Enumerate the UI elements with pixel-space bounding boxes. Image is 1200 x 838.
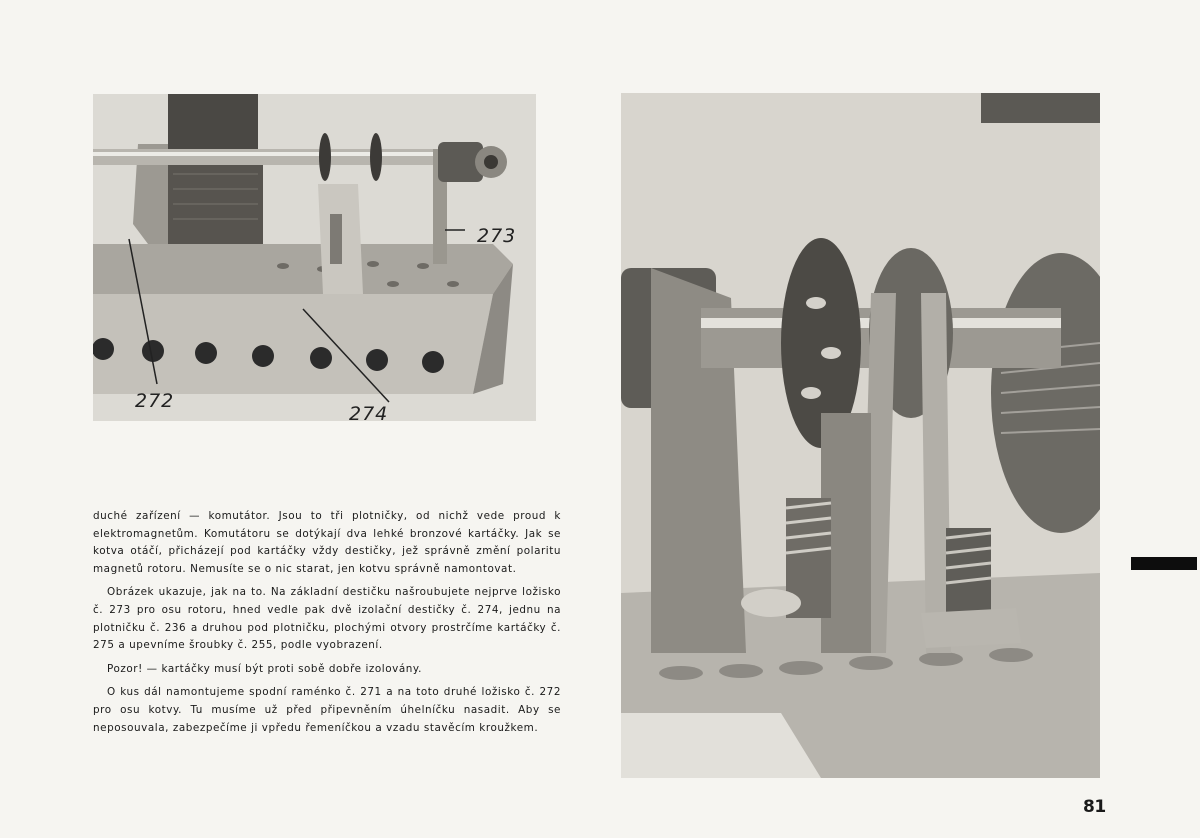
- brush-closeup-photo: [621, 93, 1100, 778]
- edge-tab-marker: [1131, 557, 1197, 570]
- paragraph-commutator: duché zařízení — komutátor. Jsou to tři plotničky, od nichž vede proud k elektromagnetům. Komutátoru se dotýkají dva lehké bronzové kartáčky. Jak se kotva otáčí, přicházejí pod kartáčky vždy destičky, jež správně změní polaritu magnetů rotoru. Nemusíte se o nic starat, jen kotvu správně namontovat.: [93, 510, 561, 575]
- page-number: 81: [1083, 797, 1106, 817]
- paragraph-armature: O kus dál namontujeme spodní raménko č. 271 a na toto druhé ložisko č. 272 pro osu kotvy. Tu musíme už před připevněním úhelníčku nasadit. Aby se neposouvala, zabezpečíme ji vpředu řemeníčkou a vzadu stavěcím kroužkem.: [93, 686, 561, 734]
- callout-273: 273: [477, 225, 517, 247]
- callout-272: 272: [135, 390, 175, 412]
- commutator-assembly-photo: [93, 94, 536, 421]
- body-text: [93, 508, 561, 743]
- paragraph-assembly: Obrázek ukazuje, jak na to. Na základní destičku našroubujete nejprve ložisko č. 273 pro osu rotoru, hned vedle pak dvě izolační destičky č. 274, jednu na plotničku č. 236 a druhou pod plotničku, plochými otvory prostrčíme kartáčky č. 275 a upevníme šroubky č. 255, podle vyobrazení.: [93, 586, 561, 652]
- callout-274: 274: [349, 403, 389, 421]
- paragraph-warning: Pozor! — kartáčky musí být proti sobě dobře izolovány.: [107, 662, 422, 675]
